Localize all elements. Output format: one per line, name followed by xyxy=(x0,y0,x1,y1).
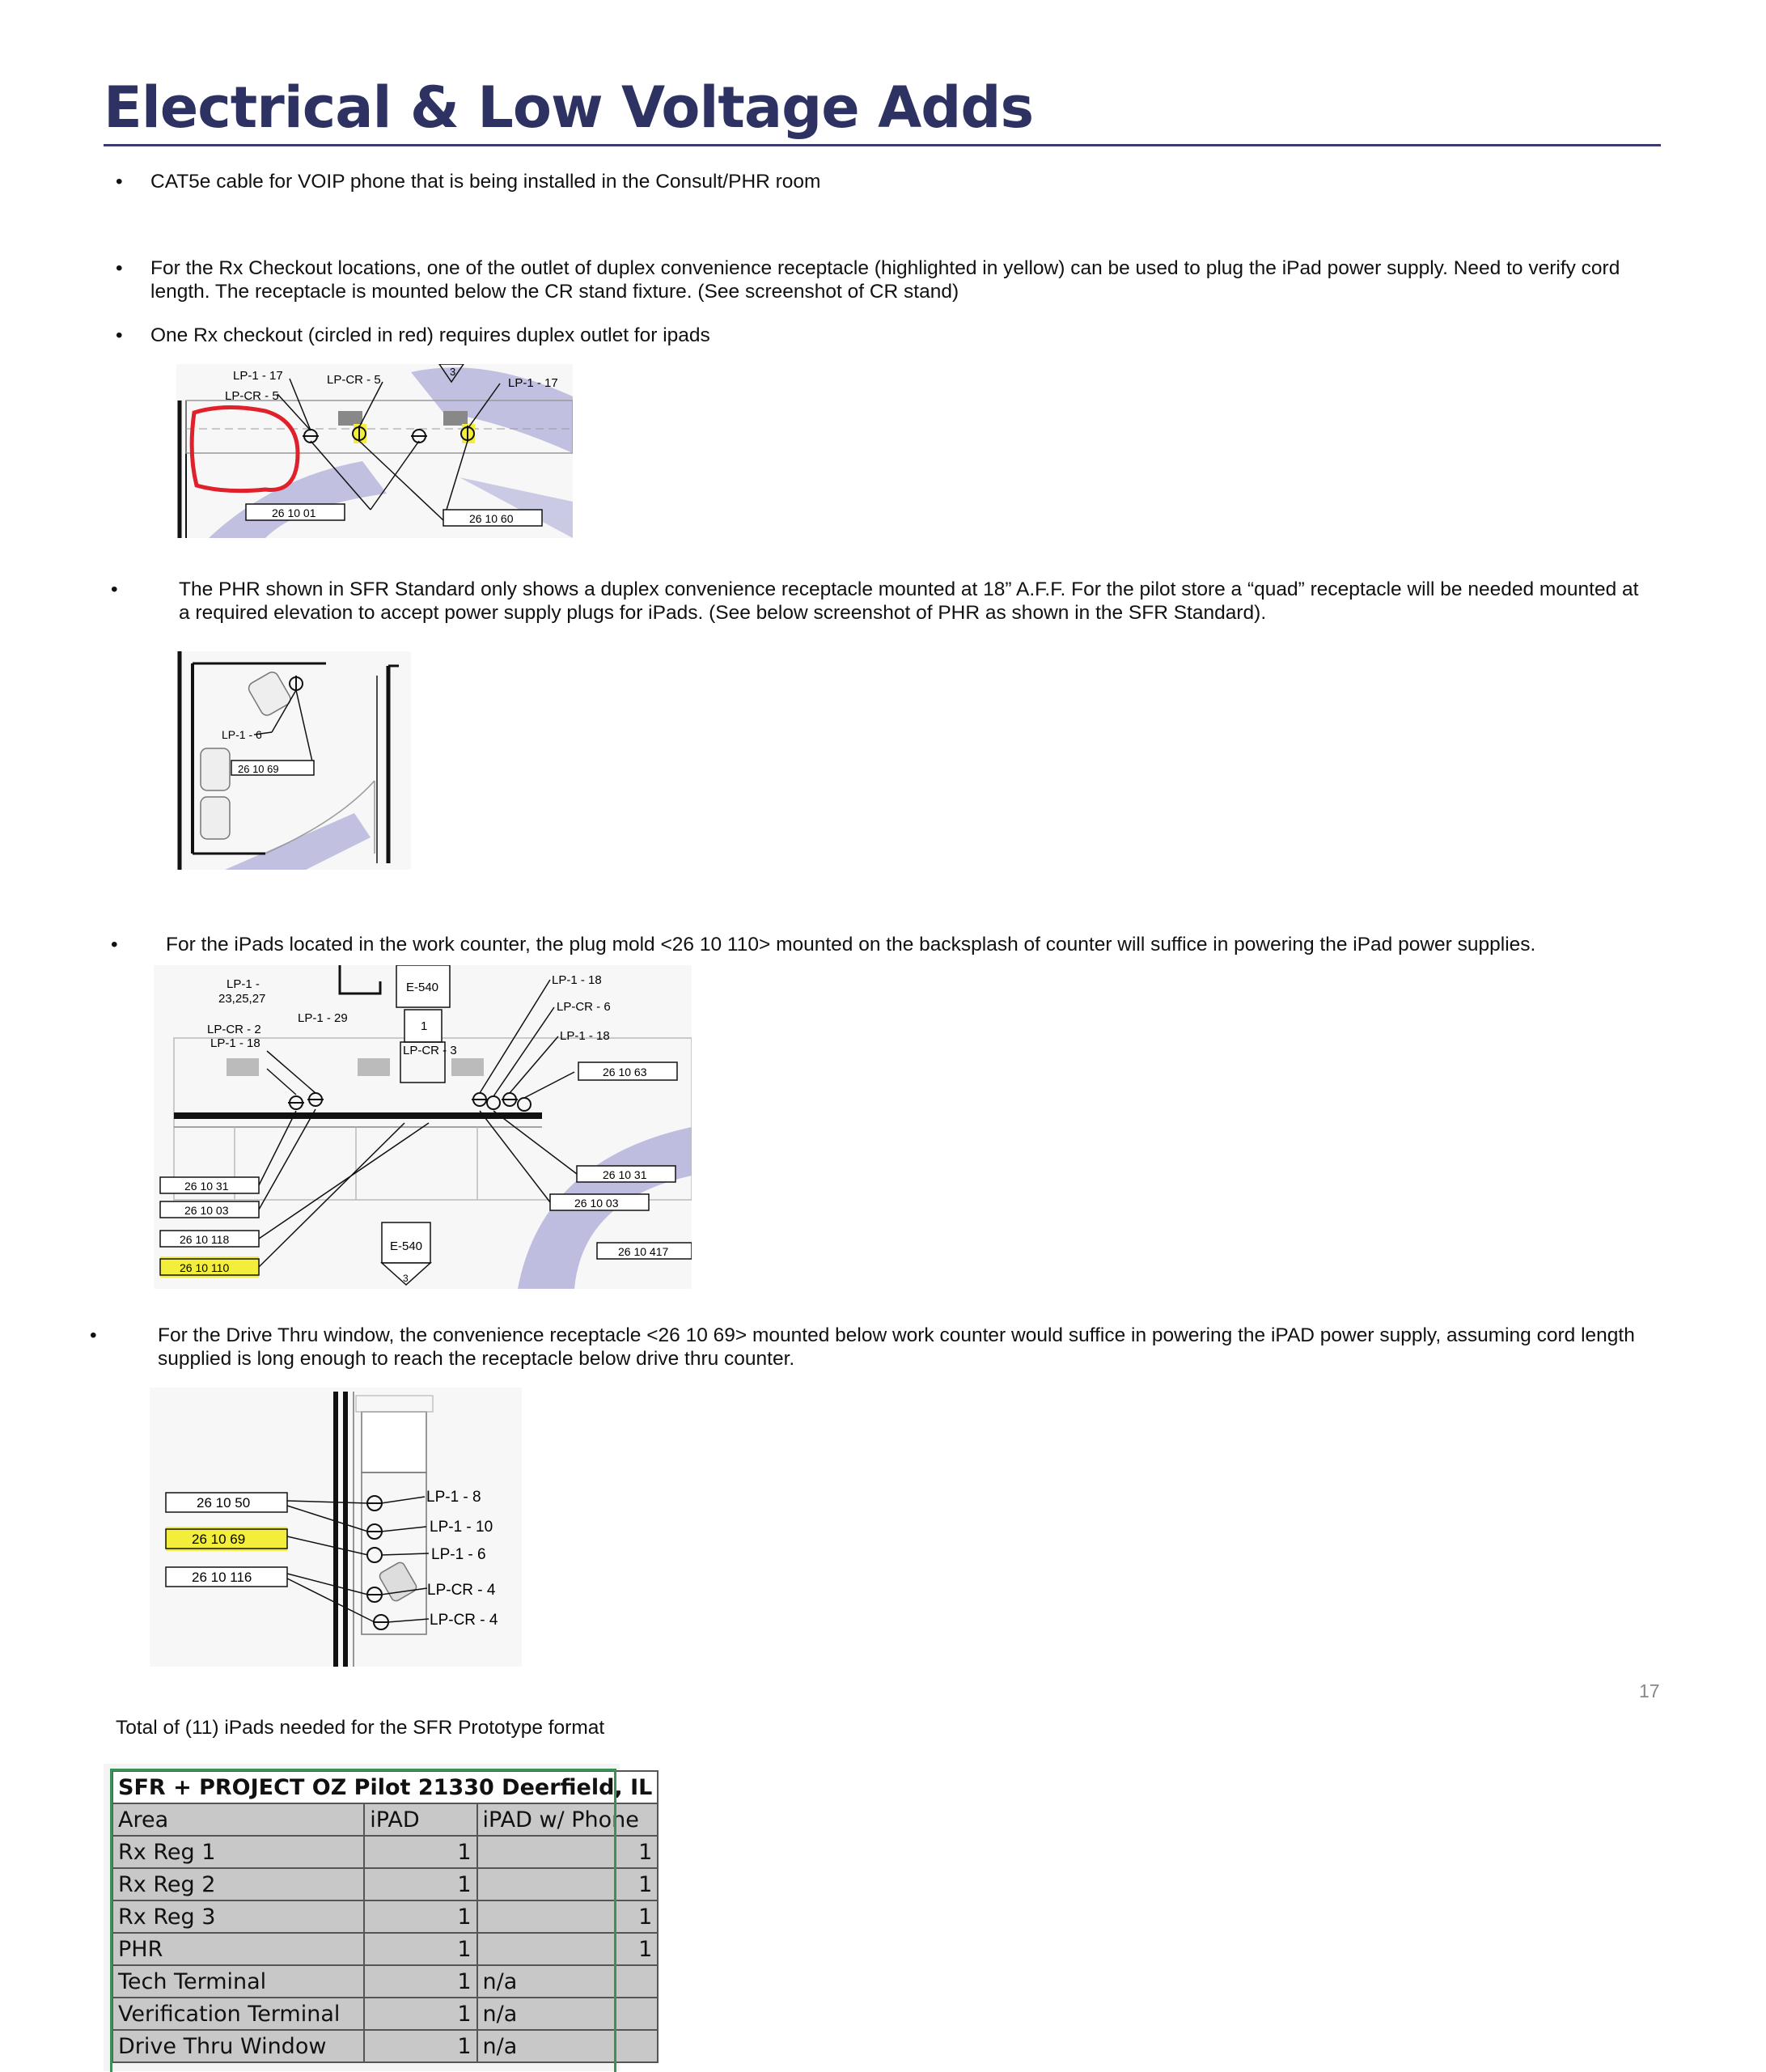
counter-label-3: 3 xyxy=(403,1273,409,1284)
header-ipad: iPAD xyxy=(364,1803,476,1836)
counter-label-2610110: 26 10 110 xyxy=(180,1261,230,1274)
cell-ipad: 1 xyxy=(364,1998,476,2030)
work-counter-figure xyxy=(154,965,692,1289)
cell-ipad: 1 xyxy=(364,1868,476,1900)
table-header-row xyxy=(112,1803,658,1836)
bullet-phr xyxy=(111,578,1648,625)
cell-area: Rx Reg 1 xyxy=(112,1836,364,1868)
table-row xyxy=(112,1933,658,1965)
bullet-work-counter xyxy=(111,933,1656,956)
counter-label-261063: 26 10 63 xyxy=(603,1066,647,1078)
drivethru-label-lpcr-4a: LP-CR - 4 xyxy=(427,1582,496,1599)
checkout-label-lpcr-5a: LP-CR - 5 xyxy=(225,389,279,403)
counter-label-1: 1 xyxy=(421,1019,428,1033)
table-row xyxy=(112,1900,658,1933)
table-row xyxy=(112,1836,658,1868)
cell-area: Rx Reg 3 xyxy=(112,1900,364,1933)
ipad-count-table xyxy=(112,1770,659,2063)
counter-label-lpcr-2: LP-CR - 2 xyxy=(207,1023,261,1036)
drivethru-label-261050: 26 10 50 xyxy=(197,1495,251,1511)
phr-room-figure xyxy=(176,651,411,870)
cell-ipad-phone: 1 xyxy=(477,1900,659,1933)
cell-area: Verification Terminal xyxy=(112,1998,364,2030)
bullet-drive-thru xyxy=(90,1324,1655,1371)
counter-label-lpcr-6: LP-CR - 6 xyxy=(557,1000,611,1014)
phr-label-lp1-6: LP-1 - 6 xyxy=(222,728,262,741)
checkout-label-261001: 26 10 01 xyxy=(272,506,316,519)
checkout-plan-figure xyxy=(176,364,573,538)
page-title: Electrical & Low Voltage Adds xyxy=(104,74,1034,141)
cell-ipad-phone: n/a xyxy=(477,2030,659,2062)
bullet-marker: • xyxy=(111,578,118,600)
table-row xyxy=(112,2030,658,2062)
cell-ipad-phone: n/a xyxy=(477,1998,659,2030)
ipad-count-table-screenshot xyxy=(104,1764,653,2071)
counter-label-lp1-18a: LP-1 - 18 xyxy=(210,1036,260,1050)
cell-ipad: 1 xyxy=(364,1965,476,1998)
bullet-rx-checkout xyxy=(116,256,1673,303)
bullet-text: The PHR shown in SFR Standard only shows a duplex convenience receptacle mounted at 18” A.F.F. For the pilot store a “quad” receptacle will be needed mounted at a required elevation to accept power supply plugs for iPads. (See below screenshot of PHR as shown in the SFR Standard). xyxy=(179,578,1639,624)
bullet-text: For the iPads located in the work counter, the plug mold <26 10 110> mounted on the backsplash of counter will suffice in powering the iPad power supplies. xyxy=(166,934,1536,955)
counter-label-lp1-18c: LP-1 - 18 xyxy=(560,1029,610,1043)
bullet-marker: • xyxy=(116,171,123,193)
checkout-label-lp1-17b: LP-1 - 17 xyxy=(508,376,558,390)
cell-ipad-phone: n/a xyxy=(477,1965,659,1998)
counter-label-lp1-18b: LP-1 - 18 xyxy=(552,973,602,987)
counter-label-261003a: 26 10 03 xyxy=(184,1204,229,1217)
header-area: Area xyxy=(112,1803,364,1836)
counter-label-232527: 23,25,27 xyxy=(218,992,266,1006)
cell-area: Drive Thru Window xyxy=(112,2030,364,2062)
title-underline xyxy=(104,144,1661,146)
bullet-marker: • xyxy=(116,324,123,346)
counter-label-261003b: 26 10 03 xyxy=(574,1197,619,1210)
drive-thru-figure xyxy=(150,1388,522,1667)
cell-area: Tech Terminal xyxy=(112,1965,364,1998)
bullet-text: CAT5e cable for VOIP phone that is being installed in the Consult/PHR room xyxy=(150,171,821,193)
cell-ipad-phone: 1 xyxy=(477,1836,659,1868)
bullet-cat5e xyxy=(116,170,1669,193)
checkout-label-lpcr-5b: LP-CR - 5 xyxy=(327,373,381,387)
page-number: 17 xyxy=(1639,1680,1660,1701)
table-row xyxy=(112,1965,658,1998)
counter-label-2610118: 26 10 118 xyxy=(180,1233,230,1246)
bullet-text: For the Drive Thru window, the convenience receptacle <26 10 69> mounted below work counter would suffice in powering the iPAD power supply, assuming cord length supplied is long enough to reach the receptacle below drive thru counter. xyxy=(158,1324,1635,1370)
table-caption: SFR + PROJECT OZ Pilot 21330 Deerfield, IL xyxy=(112,1771,658,1803)
table-row xyxy=(112,1868,658,1900)
drivethru-label-lpcr-4b: LP-CR - 4 xyxy=(430,1612,498,1629)
counter-label-261031b: 26 10 31 xyxy=(603,1168,647,1181)
bullet-text: One Rx checkout (circled in red) requires duplex outlet for ipads xyxy=(150,324,710,346)
counter-label-e540a: E-540 xyxy=(406,981,439,994)
drivethru-label-lp1-10: LP-1 - 10 xyxy=(430,1519,493,1536)
cell-ipad: 1 xyxy=(364,2030,476,2062)
counter-label-e540b: E-540 xyxy=(390,1239,423,1253)
drivethru-label-lp1-6: LP-1 - 6 xyxy=(431,1546,486,1563)
bullet-marker: • xyxy=(111,934,118,955)
counter-label-lp1: LP-1 - xyxy=(227,977,260,991)
bullet-text: For the Rx Checkout locations, one of the outlet of duplex convenience receptacle (highlighted in yellow) can be used to plug the iPad power supply. Need to verify cord length. The receptacle is mounted below the CR stand fixture. (See screenshot of CR stand) xyxy=(150,257,1620,303)
counter-label-2610417: 26 10 417 xyxy=(618,1245,669,1258)
bullet-marker: • xyxy=(116,257,123,279)
counter-label-lp1-29: LP-1 - 29 xyxy=(298,1011,348,1025)
counter-label-261031a: 26 10 31 xyxy=(184,1180,229,1193)
checkout-label-lp1-17a: LP-1 - 17 xyxy=(233,369,283,383)
counter-label-lpcr-3: LP-CR - 3 xyxy=(403,1044,457,1057)
cell-ipad-phone: 1 xyxy=(477,1868,659,1900)
cell-ipad: 1 xyxy=(364,1836,476,1868)
checkout-label-261060: 26 10 60 xyxy=(469,512,514,525)
cell-ipad: 1 xyxy=(364,1900,476,1933)
ipad-total-text: Total of (11) iPads needed for the SFR Prototype format xyxy=(116,1717,605,1739)
cell-area: Rx Reg 2 xyxy=(112,1868,364,1900)
bullet-red-circle xyxy=(116,324,1669,347)
drivethru-label-261069: 26 10 69 xyxy=(192,1532,246,1547)
table-row xyxy=(112,1998,658,2030)
phr-label-261069: 26 10 69 xyxy=(238,763,279,775)
drivethru-label-lp1-8: LP-1 - 8 xyxy=(426,1489,481,1506)
drivethru-label-2610116: 26 10 116 xyxy=(192,1570,252,1585)
bullet-marker: • xyxy=(90,1324,97,1346)
cell-ipad-phone: 1 xyxy=(477,1933,659,1965)
checkout-label-3: 3 xyxy=(450,366,456,378)
cell-ipad: 1 xyxy=(364,1933,476,1965)
cell-area: PHR xyxy=(112,1933,364,1965)
header-ipad-phone: iPAD w/ Phone xyxy=(477,1803,659,1836)
